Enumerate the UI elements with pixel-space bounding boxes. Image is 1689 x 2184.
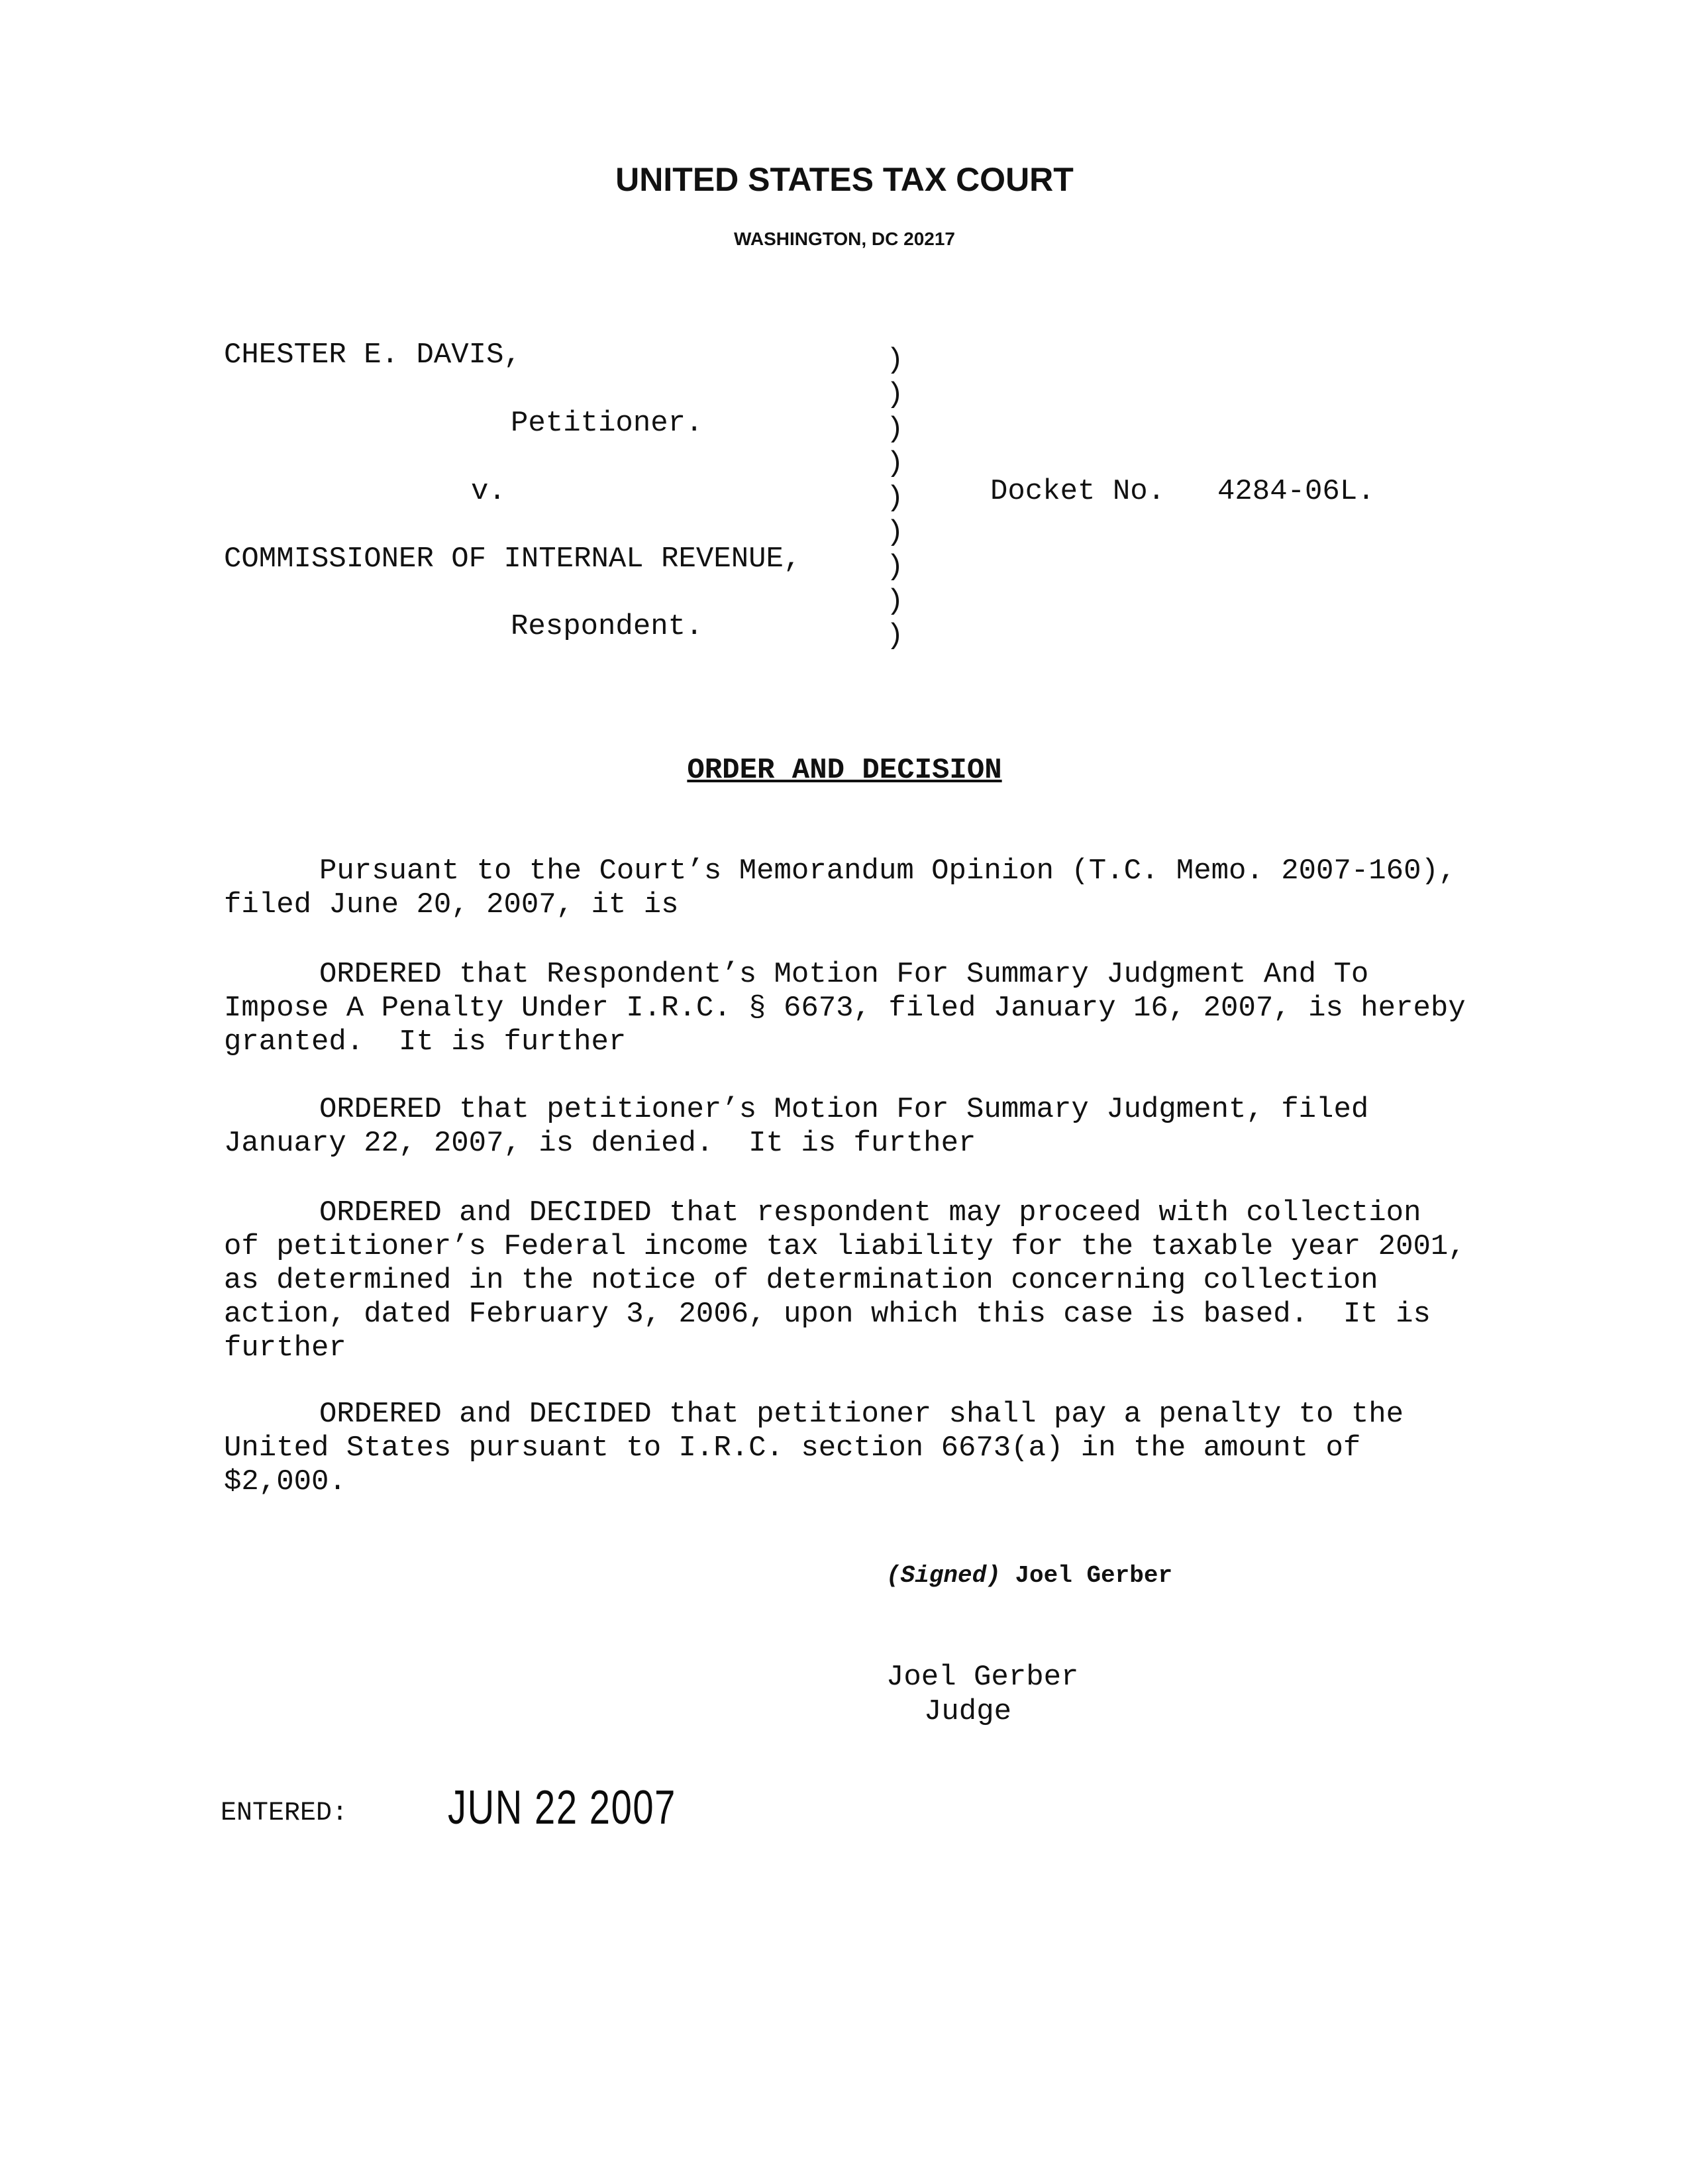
signed-name: Joel Gerber (1015, 1562, 1173, 1589)
entered-label: ENTERED: (221, 1798, 348, 1828)
petitioner-role: Petitioner. (511, 407, 703, 440)
petitioner-name: CHESTER E. DAVIS, (224, 338, 521, 372)
caption-paren: ) (886, 413, 904, 446)
signature-stamp (886, 1562, 1172, 1589)
document-title: ORDER AND DECISION (687, 754, 1002, 787)
paragraph-order-collection: ORDERED and DECIDED that respondent may proceed with collection of petitioner’s Federal income tax liability for the taxable year 2001, as determined in the notice of determination concerning collection action, dated February 3, 2006, upon which this case is based. It is further (224, 1196, 1484, 1365)
caption-paren: ) (886, 585, 904, 618)
court-name: UNITED STATES TAX COURT (615, 161, 1074, 198)
respondent-role: Respondent. (511, 610, 703, 643)
caption-paren: ) (886, 447, 904, 480)
docket-number: 4284-06L. (1217, 475, 1375, 508)
versus: v. (471, 475, 506, 508)
signed-mark: (Signed) (886, 1562, 1001, 1589)
paragraph-order-grant: ORDERED that Respondent’s Motion For Summary Judgment And To Impose A Penalty Under I.R.C. § 6673, filed January 16, 2007, is hereby granted. It is further (224, 958, 1484, 1059)
paragraph-pursuant: Pursuant to the Court’s Memorandum Opinion (T.C. Memo. 2007-160), filed June 20, 2007, it is (224, 855, 1474, 921)
caption-parens (886, 343, 903, 653)
caption-paren: ) (886, 516, 904, 549)
caption-paren: ) (886, 378, 904, 411)
paragraph-order-penalty: ORDERED and DECIDED that petitioner shall pay a penalty to the United States pursuant to I.R.C. section 6673(a) in the amount of $2,000. (224, 1398, 1421, 1498)
court-address: WASHINGTON, DC 20217 (733, 229, 956, 249)
caption-paren: ) (886, 550, 904, 584)
judge-name: Joel Gerber (886, 1661, 1079, 1694)
caption-paren: ) (886, 344, 904, 377)
respondent-name: COMMISSIONER OF INTERNAL REVENUE, (224, 543, 801, 576)
judge-title: Judge (924, 1695, 1012, 1728)
caption-paren: ) (886, 619, 904, 652)
paragraph-order-deny: ORDERED that petitioner’s Motion For Summary Judgment, filed January 22, 2007, is denied. It is further (224, 1093, 1386, 1160)
docket-label: Docket No. (990, 475, 1166, 508)
entered-date-stamp: JUN 22 2007 (448, 1781, 676, 1834)
caption-paren: ) (886, 482, 904, 515)
